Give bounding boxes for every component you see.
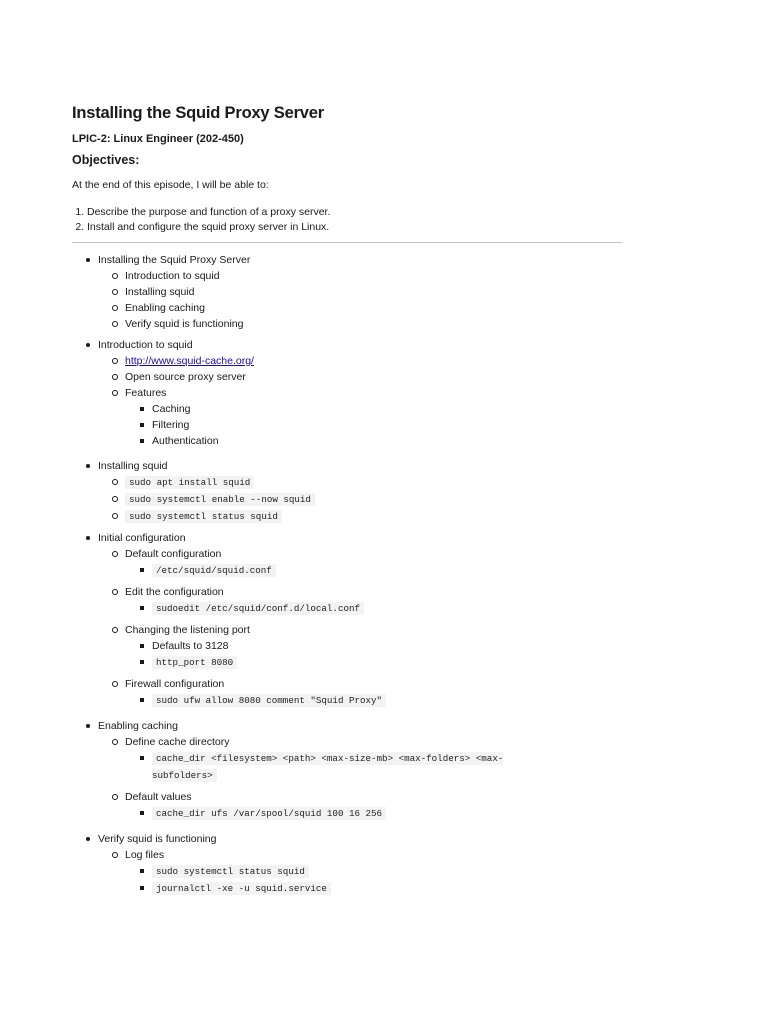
list-item [98,300,552,316]
circle-bullet-icon [112,374,118,380]
objective-item: 2. Install and configure the squid proxy server in Linux. [87,220,330,235]
nested-list [125,638,552,671]
item-label: Installing squid [125,286,195,298]
nested-list [125,692,552,709]
course-subtitle: LPIC-2: Linux Engineer (202-450) [72,133,244,145]
disc-bullet-icon [86,536,90,540]
sub-list [98,268,552,332]
feature-list [125,401,552,449]
square-bullet-icon [140,423,144,427]
item-label: Changing the listening port [125,624,250,636]
circle-bullet-icon [112,852,118,858]
list-item [98,789,552,822]
code-snippet: sudoedit /etc/squid/conf.d/local.conf [152,602,364,615]
circle-bullet-icon [112,321,118,327]
list-item [98,369,552,385]
squid-website-link[interactable]: http://www.squid-cache.org/ [125,355,254,367]
item-label: Default configuration [125,548,222,560]
nested-list [125,863,552,897]
outline-section [86,458,552,530]
disc-bullet-icon [86,837,90,841]
item-label: Open source proxy server [125,371,246,383]
list-item [125,880,552,897]
list-item [98,847,552,897]
outline-section [86,252,552,337]
sub-list [98,847,552,897]
circle-bullet-icon [112,627,118,633]
objectives-heading: Objectives: [72,153,140,167]
list-item [98,284,552,300]
item-label: Defaults to 3128 [152,640,229,652]
disc-bullet-icon [86,724,90,728]
list-item [125,600,552,617]
page-title: Installing the Squid Proxy Server [72,104,324,122]
list-item [125,692,552,709]
list-item [98,546,552,584]
sub-list [98,546,552,709]
list-item [125,638,552,654]
section-label: Introduction to squid [98,339,193,351]
list-item [98,316,552,332]
outline-section [86,530,552,718]
list-item [98,676,552,709]
list-item [125,433,552,449]
circle-bullet-icon [112,358,118,364]
list-item [98,353,552,369]
square-bullet-icon [140,644,144,648]
list-item [98,584,552,622]
circle-bullet-icon [112,794,118,800]
circle-bullet-icon [112,681,118,687]
section-label: Installing the Squid Proxy Server [98,254,251,266]
square-bullet-icon [140,756,144,760]
circle-bullet-icon [112,479,118,485]
list-item [98,622,552,676]
code-snippet: sudo systemctl enable --now squid [125,493,315,506]
item-label: Define cache directory [125,736,230,748]
square-bullet-icon [140,698,144,702]
item-label: Enabling caching [125,302,205,314]
nested-list [125,600,552,617]
circle-bullet-icon [112,589,118,595]
section-label: Initial configuration [98,532,186,544]
nested-list [125,562,552,579]
item-label: Caching [152,403,191,415]
circle-bullet-icon [112,273,118,279]
item-label: Verify squid is functioning [125,318,244,330]
list-item [125,863,552,880]
list-item [98,268,552,284]
square-bullet-icon [140,606,144,610]
disc-bullet-icon [86,464,90,468]
square-bullet-icon [140,407,144,411]
code-snippet: /etc/squid/squid.conf [152,564,276,577]
item-label: Edit the configuration [125,586,224,598]
outline-section [86,831,552,897]
episode-outline [86,252,552,897]
section-label: Verify squid is functioning [98,833,217,845]
circle-bullet-icon [112,496,118,502]
list-item [125,562,552,579]
nested-list [125,805,552,822]
code-snippet: sudo ufw allow 8080 comment "Squid Proxy" [152,694,386,707]
sub-list [98,734,552,822]
code-snippet: http_port 8080 [152,656,237,669]
code-snippet: journalctl -xe -u squid.service [152,882,331,895]
section-label: Installing squid [98,460,168,472]
item-label: Filtering [152,419,190,431]
disc-bullet-icon [86,258,90,262]
list-item [98,734,552,789]
disc-bullet-icon [86,343,90,347]
objective-item: 1. Describe the purpose and function of a proxy server. [87,205,330,220]
code-snippet: sudo systemctl status squid [125,510,282,523]
list-item [98,491,552,508]
square-bullet-icon [140,439,144,443]
code-snippet: cache_dir ufs /var/spool/squid 100 16 256 [152,807,386,820]
list-item [125,401,552,417]
list-item [98,385,552,449]
list-item [125,417,552,433]
item-label: Introduction to squid [125,270,220,282]
outline-section [86,718,552,831]
item-label: Log files [125,849,165,861]
code-snippet: sudo apt install squid [125,476,254,489]
list-item [98,508,552,525]
square-bullet-icon [140,869,144,873]
list-item [125,654,552,671]
item-label: Firewall configuration [125,678,225,690]
sub-list [98,474,552,525]
section-label: Enabling caching [98,720,178,732]
square-bullet-icon [140,811,144,815]
item-label: Authentication [152,435,219,447]
nested-list [125,750,552,784]
circle-bullet-icon [112,390,118,396]
circle-bullet-icon [112,289,118,295]
divider [72,242,622,243]
outline-section [86,337,552,458]
sub-list [98,353,552,449]
circle-bullet-icon [112,305,118,311]
objectives-list [72,205,330,235]
circle-bullet-icon [112,739,118,745]
square-bullet-icon [140,660,144,664]
objectives-intro: At the end of this episode, I will be able to: [72,179,269,191]
square-bullet-icon [140,568,144,572]
list-item [125,805,552,822]
list-item [98,474,552,491]
code-snippet: cache_dir <filesystem> <path> <max-size-mb> <max-folders> <max-subfolders> [152,753,504,781]
item-label: Features [125,387,167,399]
circle-bullet-icon [112,551,118,557]
item-label: Default values [125,791,192,803]
code-snippet: sudo systemctl status squid [152,865,309,878]
circle-bullet-icon [112,513,118,519]
list-item [125,750,552,784]
square-bullet-icon [140,886,144,890]
